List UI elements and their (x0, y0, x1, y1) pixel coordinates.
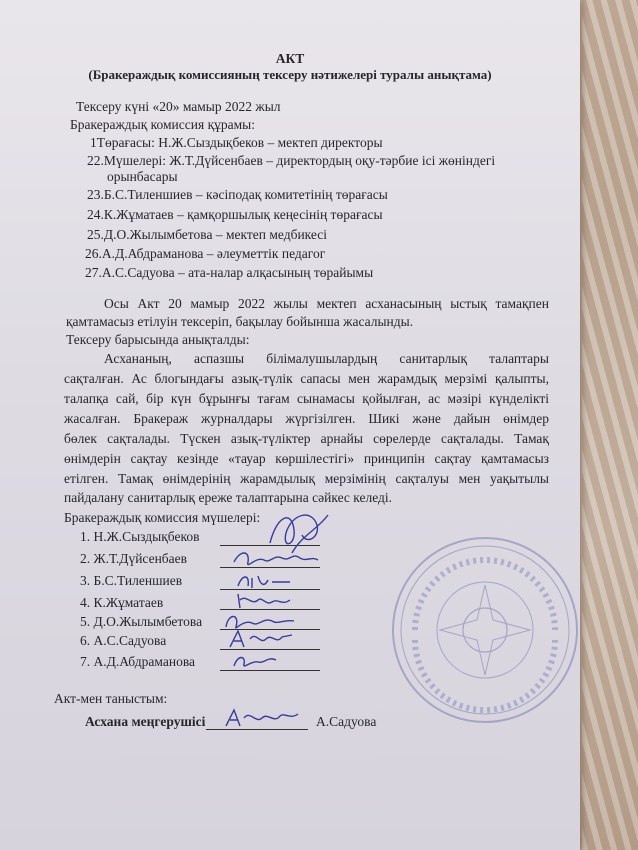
acquainted-label: Акт-мен таныстым: (54, 691, 168, 706)
findings-line: пайдалану санитарлық ереже талаптарына сәйкес келеді. (64, 490, 393, 505)
signatory: 2. Ж.Т.Дүйсенбаев (80, 551, 188, 566)
signatory: 3. Б.С.Тиленшиев (80, 573, 183, 588)
findings-line: етілген. Тамақ өнімдерінің жарамдылық мерзімінің сақталуы мен уақытылы (64, 471, 549, 486)
signatory: 7. А.Д.Абдраманова (80, 654, 196, 669)
findings-line: Асхананың, аспазшы білімалушылардың санитарлық талаптары (104, 351, 549, 366)
intro-line: қамтамасыз етілуін тексеріп, бақылау бойынша жасалынды. (66, 314, 414, 329)
commission-item: 25.Д.О.Жылымбетова – мектеп медбикесі (87, 227, 327, 242)
findings-line: өнімдерін сақтау кезінде «тауар көршілестігі» принципін сақтау қамтамасыз (64, 451, 549, 466)
signature-scribble (230, 650, 280, 672)
commission-item: 22.Мүшелері: Ж.Т.Дүйсенбаев – директордың оқу-тәрбие ісі жөніндегі (87, 153, 496, 168)
commission-item: орынбасары (107, 169, 178, 184)
signature-scribble (230, 548, 320, 572)
commission-item: 26.А.Д.Абдраманова – әлеуметтік педагог (85, 246, 326, 261)
intro-line: Тексеру барысында анықталды: (66, 332, 250, 347)
official-stamp (385, 530, 585, 730)
manager-label: Асхана меңгерушісі (85, 714, 206, 729)
signatory: 4. К.Жұматаев (80, 595, 164, 610)
commission-item: 27.А.С.Садуова – ата-налар алқасының төрайымы (85, 265, 374, 280)
members-heading: Бракераждық комиссия мүшелері: (64, 510, 261, 525)
manager-name: А.Садуова (316, 714, 377, 729)
signatory: 5. Д.О.Жылымбетова (80, 614, 203, 629)
signature-scribble (226, 627, 296, 651)
findings-line: талапқа сай, бір күн бұрынғы тағам сынамасы қойылған, ас мәзірі күнделікті (64, 391, 549, 406)
signatory: 1. Н.Ж.Сыздықбеков (80, 529, 200, 544)
background-fabric (582, 0, 638, 850)
commission-item: 24.К.Жұматаев – қамқоршылық кеңесінің төрағасы (87, 207, 383, 222)
check-date: Тексеру күні «20» мамыр 2022 жыл (76, 99, 281, 114)
intro-line: Осы Акт 20 мамыр 2022 жылы мектеп асханасының ыстық тамақпен (104, 296, 549, 311)
findings-line: жасалған. Бракераж журналдары жүргізілген. Шикі және дайын өнімдер (64, 411, 549, 426)
document-title: АКТ (275, 51, 305, 66)
signature-scribble (234, 570, 294, 592)
findings-line: бөлек сақталады. Түскен азық-түліктер арнайы сөрелерде сақталады. Тамақ (64, 431, 549, 446)
document-subtitle: (Бракераждық комиссияның тексеру нәтижелері туралы анықтама) (88, 67, 492, 82)
signatory: 6. А.С.Садуова (80, 633, 167, 648)
signature-scribble (222, 706, 302, 732)
commission-heading: Бракераждық комиссия құрамы: (70, 117, 255, 132)
commission-item: 23.Б.С.Тиленшиев – кәсіподақ комитетінің төрағасы (87, 187, 388, 202)
commission-item: 1Төрағасы: Н.Ж.Сыздықбеков – мектеп директоры (90, 135, 383, 150)
findings-line: сақталған. Ас блогындағы азық-түлік сапасы мен жарамдық мерзімі қалыпты, (64, 371, 549, 386)
